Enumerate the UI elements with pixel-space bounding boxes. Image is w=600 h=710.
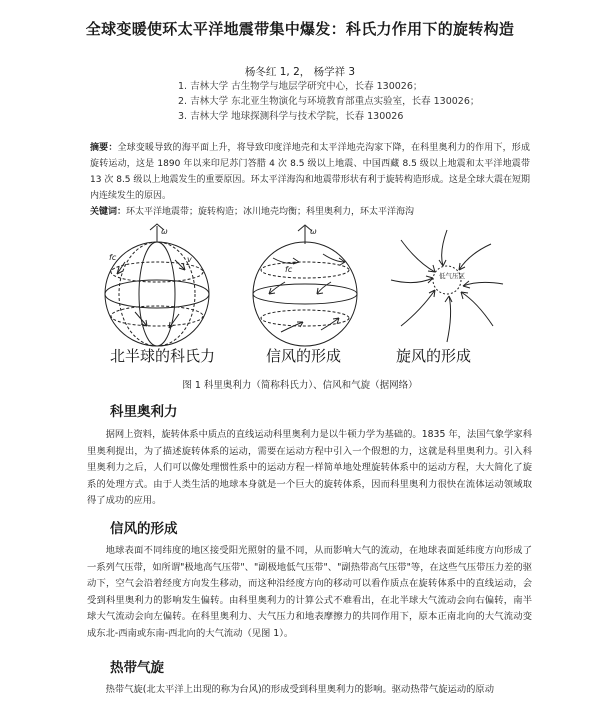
section-paragraph-tropical-cyclone: 热带气旋(北太平洋上出现的称为台风)的形成受到科里奥利力的影响。驱动热带气旋运动的原动	[105, 684, 495, 695]
abstract-block	[90, 140, 530, 220]
cyclone-diagram	[391, 230, 503, 342]
affiliation-3: 3. 吉林大学 地球探测科学与技术学院，长春 130026	[178, 111, 404, 122]
fc-label-2: fc	[285, 265, 293, 274]
v-label-1: v	[187, 255, 192, 264]
section-paragraph-coriolis: 据网上资料，旋转体系中质点的直线运动科里奥利力是以牛顿力学为基础的。1835 年，法国气象学家科里奥利提出，为了描述旋转体系的运动，需要在运动方程中引入一个假想的力，这就是科里奥利力。引入科里奥利力之后，人们可以像处理惯性系中的运动方程一样简单地处理旋转体系中的运动方程，大大简化了旋系的处理方式。由于人类生活的地球本身就是一个巨大的旋转体系，因而科里奥利力很快在流体运动领域取得了成功的应用。	[87, 429, 532, 506]
omega-label-1: ω	[161, 227, 168, 236]
abstract-paragraph	[90, 140, 530, 204]
paper-title: 全球变暖使环太平洋地震带集中爆发：科氏力作用下的旋转构造	[85, 20, 515, 38]
affiliation-1: 1. 吉林大学 古生物学与地层学研究中心，长春 130026；	[178, 81, 423, 92]
section-heading-tropical-cyclone: 热带气旋	[110, 660, 164, 676]
omega-label-2: ω	[310, 227, 317, 236]
low-pressure-label: 低气压区	[439, 272, 465, 280]
section-heading-coriolis: 科里奥利力	[110, 404, 178, 420]
figure-caption: 图 1 科里奥利力（简称科氏力）、信风和气旋（据网络）	[182, 380, 418, 391]
keywords-text: 环太平洋地震带；旋转构造；冰川地壳均衡；科里奥利力，环太平洋海沟	[126, 207, 415, 217]
section-paragraph-trade-winds: 地球表面不同纬度的地区接受阳光照射的量不同，从而影响大气的流动，在地球表面延纬度方向形成了一系列气压带，如所谓"极地高气压带"、"副极地低气压带"、"副热带高气压带"等，在这些气压带压力差的驱动下，空气会沿着经度方向发生移动，而这种沿经度方向的移动可以看作质点在旋转体系中的直线运动，会受到科里奥利力的影响发生偏转。由科里奥利力的计算公式不难看出，在北半球大气流动会向右偏转，南半球大气流动会向左偏转。在科里奥利力、大气压力和地表摩擦力的共同作用下，原本正南北向的大气流动变成东北-西南或东南-西北向的大气流动（见图 1）。	[87, 545, 532, 639]
figure-label-cyclone: 旋风的形成	[396, 347, 472, 365]
keywords-line	[90, 204, 530, 220]
abstract-label: 摘要：	[90, 143, 118, 153]
fc-label-1: fc	[109, 253, 117, 262]
keywords-label: 关键词：	[90, 207, 127, 217]
figure-label-coriolis: 北半球的科氏力	[110, 347, 216, 365]
figure-label-trade-winds: 信风的形成	[266, 347, 342, 365]
abstract-text: 全球变暖导致的海平面上升，将导致印度洋地壳和太平洋地壳沟家下降，在科里奥利力的作用下，形成旋转运动，这是 1890 年以来印尼苏门答腊 4 次 8.5 级以上地震、中国西藏 8.5 级以上地震和太平洋地震带 13 次 8.5 级以上地震发生的重要原因。环太平洋海沟和地震带形状有利于旋转构造形成。这是全球大震在短期内连续发生的原因。	[90, 143, 530, 201]
globe-trade-winds-diagram	[253, 225, 357, 346]
author-line: 杨冬红 1, 2， 杨学祥 3	[244, 66, 356, 78]
affiliation-2: 2. 吉林大学 东北亚生物演化与环境教育部重点实验室，长春 130026；	[178, 96, 480, 107]
globe-coriolis-diagram	[105, 224, 209, 346]
section-heading-trade-winds: 信风的形成	[110, 521, 178, 537]
